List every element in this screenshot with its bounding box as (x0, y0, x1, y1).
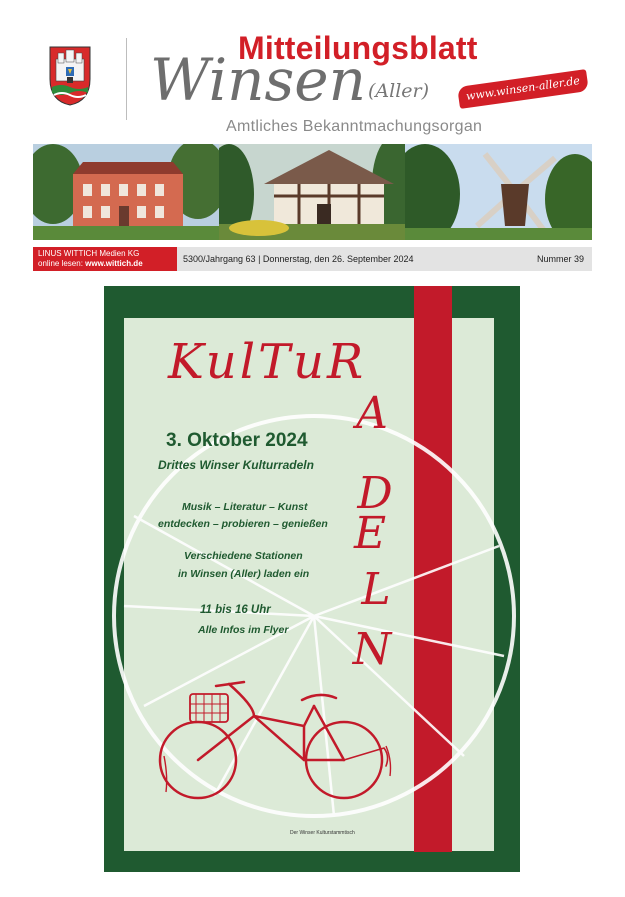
poster-line-2: entdecken – probieren – genießen (158, 518, 328, 530)
vertical-letter-e: E (353, 508, 387, 559)
issue-number: Nummer 39 (536, 254, 584, 264)
poster-line-4: in Winsen (Aller) laden ein (178, 568, 310, 580)
photo-windmill (405, 144, 592, 240)
coat-of-arms-icon (48, 45, 92, 107)
masthead-subtitle: Amtliches Bekanntmachungsorgan (226, 118, 483, 135)
poster-time: 11 bis 16 Uhr (200, 604, 271, 616)
masthead-town: Winsen (150, 46, 366, 114)
poster-info: Alle Infos im Flyer (198, 624, 289, 636)
bicycle-icon (160, 682, 388, 798)
header-photo-strip (33, 144, 592, 240)
vertical-letter-d: D (357, 468, 393, 519)
vertical-letter-n: N (352, 624, 392, 675)
wheel-graphic (114, 416, 514, 816)
publisher-name: LINUS WITTICH Medien KG (38, 249, 140, 258)
poster-credit: Der Winser Kulturstammtisch (290, 830, 355, 836)
photo-manor-house (33, 144, 219, 240)
issue-info-bar (33, 247, 592, 271)
kulturradeln-poster (104, 286, 520, 872)
poster-title-word: KulTuR (168, 334, 367, 390)
poster-date: 3. Oktober 2024 (166, 430, 308, 451)
poster-graphics (104, 286, 520, 872)
poster-line-3: Verschiedene Stationen (184, 550, 303, 562)
issue-date: 5300/Jahrgang 63 | Donnerstag, den 26. September 2024 (183, 254, 414, 264)
masthead-aller: (Aller) (368, 80, 430, 102)
publisher-box (33, 247, 177, 271)
masthead-divider (126, 38, 127, 120)
vertical-letter-l: L (361, 564, 391, 615)
vertical-letter-a: A (356, 388, 388, 439)
photo-timber-house (219, 144, 405, 240)
masthead-title: Mitteilungsblatt (238, 30, 478, 66)
online-read-label: online lesen: (38, 259, 86, 268)
poster-line-1: Musik – Literatur – Kunst (182, 501, 308, 513)
publisher-link[interactable]: www.wittich.de (85, 259, 143, 268)
website-badge[interactable]: www.winsen-aller.de (457, 69, 589, 109)
poster-event-name: Drittes Winser Kulturradeln (158, 458, 314, 472)
